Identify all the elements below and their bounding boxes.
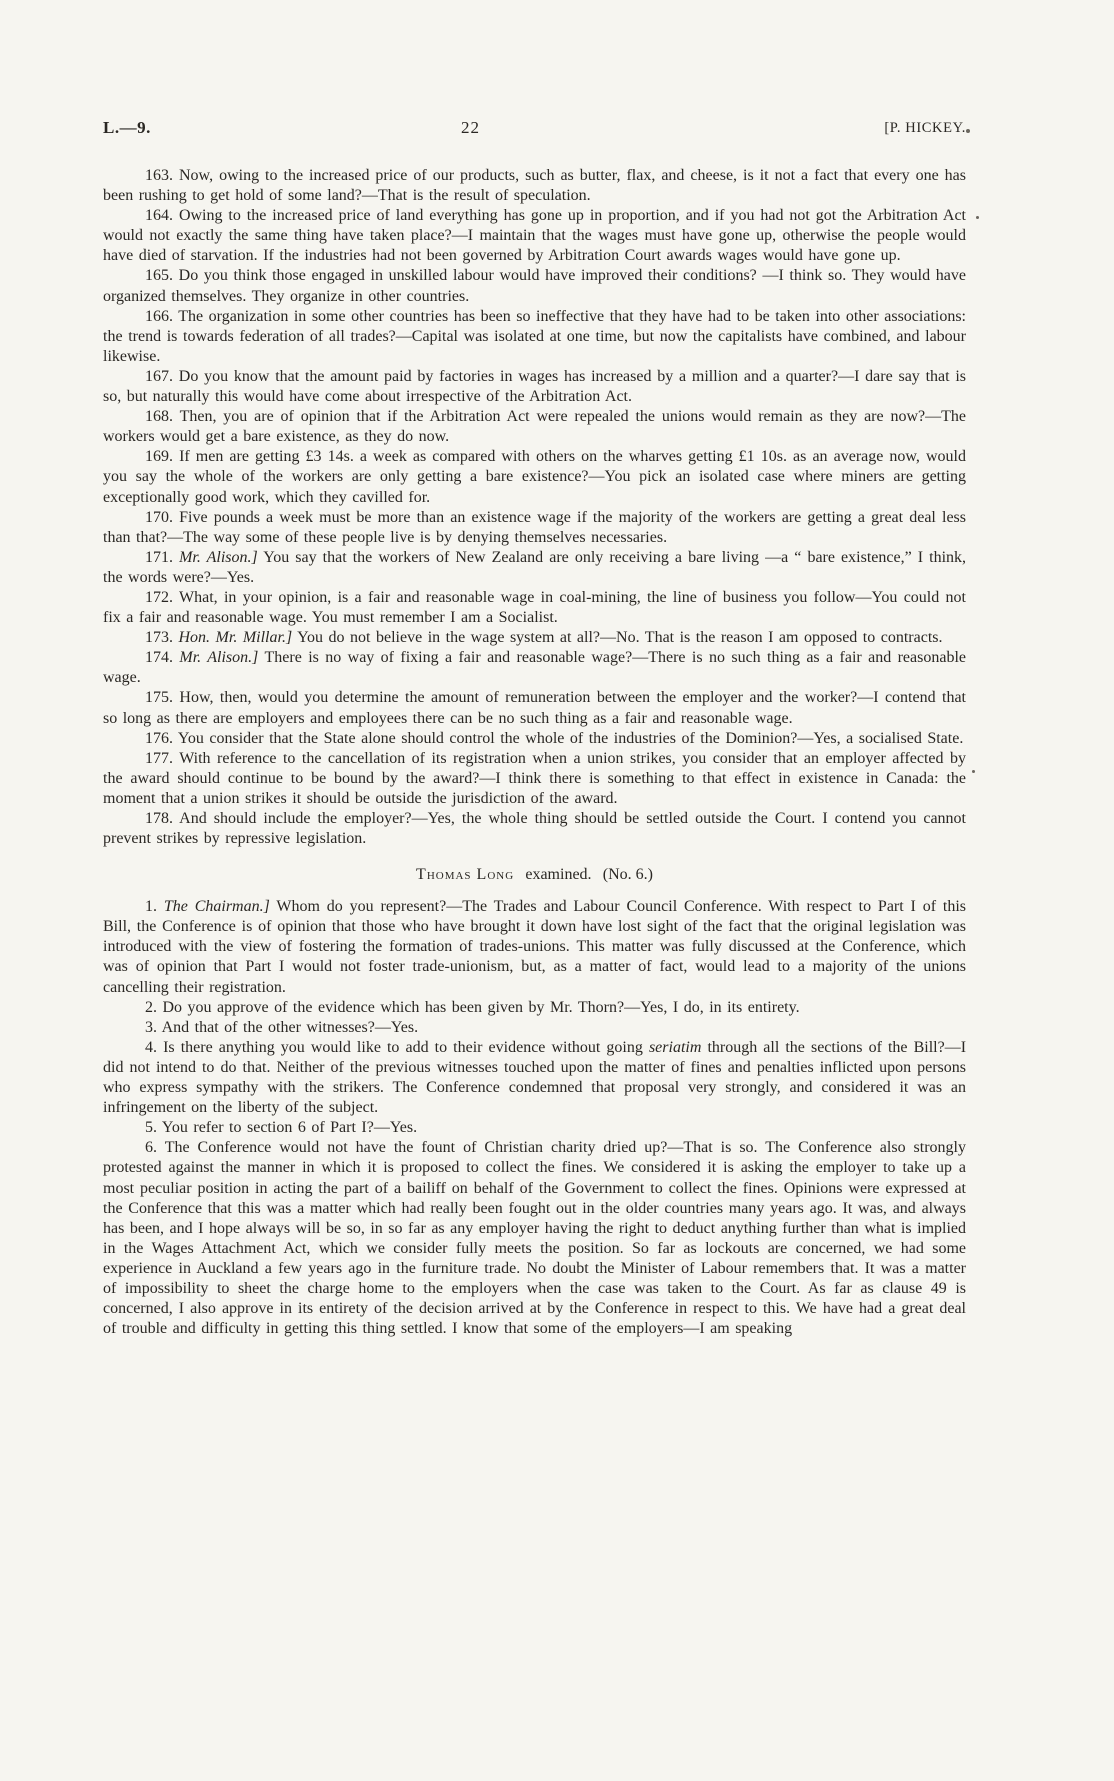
qa-paragraph: 1. The Chairman.] Whom do you represent?—The Trades and Labour Council Conference. With respect to Part I of this Bill, the Conference is of opinion that those who have brought it down have lost sight of the fact that the original legislation was introduced with the view of fostering the formation of trades-unions. This matter was fully discussed at the Conference, which was of opinion that Part I would not foster trade-unionism, but, as a matter of fact, would lead to a majority of the unions cancelling their registration. xyxy=(103,898,967,996)
qa-paragraph: 163. Now, owing to the increased price of our products, such as butter, flax, and cheese, is it not a fact that every one has been rushing to get hold of some land?—That is the result of speculation. xyxy=(103,167,967,205)
question-number: 178. xyxy=(145,810,173,827)
question-number: 5. xyxy=(145,1119,157,1137)
qa-paragraph: 171. Mr. Alison.] You say that the workers of New Zealand are only receiving a bare living —a “ bare existence,” I think, the words were?—Yes. xyxy=(103,548,967,586)
qa-paragraph: 4. Is there anything you would like to add to their evidence without going seriatim through all the sections of the Bill?—I did not intend to do that. Neither of the previous witnesses touched upon the matter of fines and penalties inflicted upon persons who express sympathy with the strikers. The Conference condemned that proposal very strongly, and considered it was an infringement on the liberty of the subject. xyxy=(103,1038,967,1117)
testimony-section-long xyxy=(103,897,966,1339)
scan-speck xyxy=(976,216,979,219)
speaker-name: Mr. Alison.] xyxy=(179,548,258,566)
question-number: 173. xyxy=(145,629,173,647)
question-number: 1. xyxy=(145,898,157,916)
qa-paragraph: 165. Do you think those engaged in unskilled labour would have improved their conditions? —I think so. They would have organized themselves. They organize in other countries. xyxy=(103,267,966,305)
examination-heading xyxy=(103,865,966,885)
qa-paragraph: 3. And that of the other witnesses?—Yes. xyxy=(145,1018,419,1036)
qa-paragraph: 170. Five pounds a week must be more than an existence wage if the majority of the workers are getting a great deal less than that?—The way some of these people live is by denying themselves necessaries. xyxy=(103,508,966,546)
qa-paragraph: 172. What, in your opinion, is a fair and reasonable wage in coal-mining, the line of business you follow—You could not fix a fair and reasonable wage. You must remember I am a Socialist. xyxy=(103,588,967,627)
qa-paragraph: 166. The organization in some other countries has been so ineffective that they have had to be taken into other associations: the trend is towards federation of all trades?—Capital was isolated at one time, but now the capitalists have combined, and labour likewise. xyxy=(103,307,967,365)
examined-label: examined. xyxy=(525,866,592,884)
qa-paragraph: 6. The Conference would not have the fount of Christian charity dried up?—That is so. The Conference also strongly protested against the manner in which it is proposed to collect the fines. We considered it is asking the employer to take up a most peculiar position in acting the part of a bailiff on behalf of the Government to collect the fines. Opinions were expressed at the Conference that this was a matter which had really been fought out in the older countries many years ago. It was, and always has been, and I hope always will be so, in so far as any employer having the right to deduct anything further than what is implied in the Wages Attachment Act, which we consider fully meets the position. So far as lockouts are concerned, we had some experience in Auckland a few years ago in the furniture trade. No doubt the Minister of Labour remembers that. It was a matter of impossibility to sheet the charge home to the employers when the case was taken to the Court. As far as clause 49 is concerned, I also approve in its entirety of the decision arrived at by the Conference in respect to this. We have had a great deal of trouble and difficulty in getting this thing settled. I know that some of the employers—I am speaking xyxy=(103,1139,966,1338)
question-number: 167. xyxy=(145,367,173,385)
testimony-section-hickey xyxy=(103,166,966,849)
question-number: 2. xyxy=(145,998,157,1016)
question-number: 170. xyxy=(145,508,173,526)
question-number: 176. xyxy=(145,729,173,747)
qa-paragraph: 168. Then, you are of opinion that if the Arbitration Act were repealed the unions would remain as they are now?—The workers would get a bare existence, as they do now. xyxy=(103,408,966,446)
qa-paragraph: 169. If men are getting £3 14s. a week as compared with others on the wharves getting £1 10s. as an average now, would you say the whole of the workers are only getting a bare existence?—You pick an isolated case where miners are getting exceptionally good work, which they cavilled for. xyxy=(103,448,967,506)
witness-reference: [P. HICKEY. xyxy=(884,120,966,136)
question-number: 6. xyxy=(145,1139,157,1157)
inline-italic: seriatim xyxy=(648,1038,702,1056)
qa-paragraph: 177. With reference to the cancellation of its registration when a union strikes, you consider that an employer affected by the award should continue to be bound by the award?—I think there is something to that effect in existence in Canada: the moment that a union strikes it should be outside the jurisdiction of the award. xyxy=(103,749,966,807)
qa-paragraph: 164. Owing to the increased price of land everything has gone up in proportion, and if you had not got the Arbitration Act would not exactly the same thing have taken place?—I maintain that the wages must have gone up, otherwise the people would have died of starvation. If the industries had not been governed by Arbitration Court awards wages would have gone up. xyxy=(103,207,966,265)
document-reference: L.—9. xyxy=(103,118,151,137)
question-number: 3. xyxy=(145,1018,157,1036)
qa-paragraph: 173. Hon. Mr. Millar.] You do not believe in the wage system at all?—No. That is the reason I am opposed to contracts. xyxy=(145,629,943,647)
question-number: 168. xyxy=(145,408,173,426)
page-number: 22 xyxy=(461,118,480,137)
scan-speck xyxy=(972,770,975,773)
question-number: 172. xyxy=(145,588,173,606)
question-number: 163. xyxy=(145,167,173,184)
speaker-name: Hon. Mr. Millar.] xyxy=(178,629,293,647)
qa-paragraph: 167. Do you know that the amount paid by factories in wages has increased by a million and a quarter?—I dare say that is so, but naturally this would have come about irrespective of the Arbitration Act. xyxy=(103,367,967,406)
witness-name: Thomas Long xyxy=(416,866,515,884)
witness-number: (No. 6.) xyxy=(602,866,653,884)
qa-paragraph: 2. Do you approve of the evidence which has been given by Mr. Thorn?—Yes, I do, in its entirety. xyxy=(145,998,800,1016)
question-number: 169. xyxy=(145,448,173,466)
qa-paragraph: 175. How, then, would you determine the amount of remuneration between the employer and the worker?—I contend that so long as there are employers and employees there can be no such thing as a fair and reasonable wage. xyxy=(103,689,967,727)
question-number: 4. xyxy=(145,1038,157,1056)
qa-paragraph: 174. Mr. Alison.] There is no way of fixing a fair and reasonable wage?—There is no such thing as a fair and reasonable wage. xyxy=(103,649,967,687)
qa-paragraph: 178. And should include the employer?—Yes, the whole thing should be settled outside the Court. I contend you cannot prevent strikes by repressive legislation. xyxy=(103,810,966,848)
qa-paragraph: 176. You consider that the State alone should control the whole of the industries of the Dominion?—Yes, a socialised State. xyxy=(145,729,964,747)
speaker-name: The Chairman.] xyxy=(163,898,270,916)
question-number: 166. xyxy=(145,307,173,325)
question-number: 175. xyxy=(145,689,173,707)
question-number: 165. xyxy=(145,267,173,285)
qa-paragraph: 5. You refer to section 6 of Part I?—Yes. xyxy=(145,1119,418,1137)
page-header xyxy=(103,118,966,140)
question-number: 174. xyxy=(145,649,173,667)
scan-speck xyxy=(966,129,970,133)
speaker-name: Mr. Alison.] xyxy=(179,649,259,667)
question-number: 177. xyxy=(145,749,173,767)
question-number: 164. xyxy=(145,207,173,225)
question-number: 171. xyxy=(145,548,173,566)
